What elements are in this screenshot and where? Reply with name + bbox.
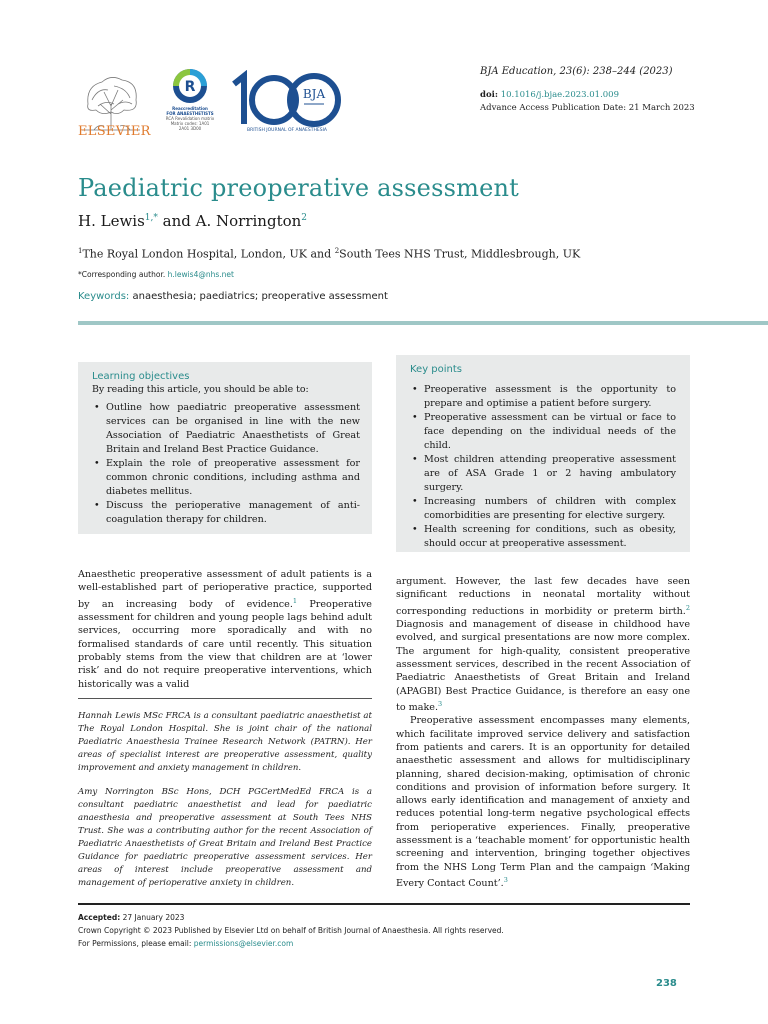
doi-line bbox=[480, 90, 619, 100]
reaccreditation-r-icon bbox=[172, 68, 208, 104]
body-text: Diagnosis and management of disease in childhood have evolved, and surgical presentations are now more complex. The argument for high-quality, consistent preoperative assessment services, described in the recent Association of Paediatric Anaesthetists of Great Britain and Ireland (APAGBI) Best Practice Guidance, is therefore an easy one to make. bbox=[396, 619, 690, 714]
key-point-item: • Preoperative assessment is the opportunity to prepare and optimise a patient before surgery. bbox=[410, 383, 676, 411]
body-text: Preoperative assessment for children and young people lags behind adult services, occurring more sporadically and with no formalised standards of care until recently. This situation probably stems from the view that children are at ‘lower risk’ and do not require preoperative interventions, which historically was a valid bbox=[78, 598, 372, 690]
learning-objectives-box bbox=[78, 362, 372, 534]
permissions-email-link[interactable]: permissions@elsevier.com bbox=[193, 939, 294, 948]
article-title: Paediatric preoperative assessment bbox=[78, 174, 519, 202]
bja-logo-subtitle: BRITISH JOURNAL OF ANAESTHESIA bbox=[247, 128, 327, 133]
body-paragraph bbox=[396, 714, 690, 890]
page-number: 238 bbox=[656, 978, 677, 989]
reaccreditation-line: 2A01 3D00 bbox=[178, 126, 202, 131]
body-text: Anaesthetic preoperative assessment of adult patients is a well-established part of perioperative practice, supported by an increasing body of evidence. bbox=[78, 569, 372, 610]
bio-divider bbox=[78, 698, 372, 699]
key-point-item: • Preoperative assessment can be virtual or face to face depending on the individual needs of the child. bbox=[410, 411, 676, 453]
learning-objectives-intro: By reading this article, you should be able to: bbox=[92, 384, 309, 395]
affiliation-text: South Tees NHS Trust, Middlesbrough, UK bbox=[339, 247, 581, 261]
keywords-list: anaesthesia; paediatrics; preoperative assessment bbox=[132, 291, 388, 302]
affiliations bbox=[78, 247, 580, 261]
corresponding-email-link[interactable]: h.lewis4@nhs.net bbox=[167, 270, 234, 279]
learning-objective-item: • Explain the role of preoperative assessment for common chronic conditions, including asthma and diabetes mellitus. bbox=[92, 457, 360, 499]
advance-access-date: Advance Access Publication Date: 21 March 2023 bbox=[480, 103, 695, 113]
bja-logo-text: BJA bbox=[302, 87, 326, 101]
author-line bbox=[78, 212, 307, 230]
reference-link[interactable]: 2 bbox=[685, 603, 690, 612]
body-text: Preoperative assessment encompasses many elements, which facilitate improved service delivery and satisfaction from patients and carers. It is an opportunity for detailed anaesthetic assessment and allows for multidisciplinary planning, shared decision-making, optimisation of chronic conditions and provision of information before surgery. It allows early identification and management of anxiety and reduces potential long-term negative psychological effects from perioperative experiences. Finally, preoperative assessment is a ‘teachable moment’ for opportunistic health screening and intervention, bringing together objectives from the NHS Long Term Plan and the campaign ‘Making Every Contact Count’. bbox=[396, 715, 690, 890]
body-right-column bbox=[396, 575, 690, 890]
header-divider bbox=[78, 321, 768, 325]
doi-link[interactable]: 10.1016/j.bjae.2023.01.009 bbox=[500, 90, 619, 100]
author-bio: Hannah Lewis MSc FRCA is a consultant paediatric anaesthetist at The Royal London Hospital. She is joint chair of the national Paediatric Anaesthesia Trainee Research Network (PATRN). Her areas of specialist interest are preoperative assessment, quality improvement and anxiety management in children. bbox=[78, 711, 372, 773]
footer-divider bbox=[78, 903, 690, 905]
author-name: H. Lewis bbox=[78, 212, 145, 230]
reference-link[interactable]: 3 bbox=[503, 875, 508, 884]
elsevier-wordmark: ELSEVIER bbox=[78, 124, 151, 139]
affiliation-marker: 2 bbox=[334, 247, 340, 255]
learning-objectives-title: Learning objectives bbox=[92, 371, 190, 382]
accepted-label: Accepted: bbox=[78, 913, 121, 922]
reaccreditation-line: FOR ANAESTHETISTS bbox=[166, 111, 214, 116]
copyright-line: Crown Copyright © 2023 Published by Elsevier Ltd on behalf of British Journal of Anaesthesia. All rights reserved. bbox=[78, 926, 504, 935]
reaccreditation-line: RCA Revalidation matrix bbox=[165, 116, 215, 121]
key-point-item: • Increasing numbers of children with complex comorbidities are presenting for elective surgery. bbox=[410, 495, 676, 523]
keywords bbox=[78, 291, 388, 302]
affiliation-text: The Royal London Hospital, London, UK and bbox=[82, 247, 335, 261]
body-paragraph bbox=[396, 575, 690, 714]
key-point-item: • Health screening for conditions, such as obesity, should occur at preoperative assessment. bbox=[410, 523, 676, 551]
bja-100-logo-icon bbox=[230, 70, 342, 128]
key-points-title: Key points bbox=[410, 364, 463, 375]
learning-objective-item: • Discuss the perioperative management of anti-coagulation therapy for children. bbox=[92, 499, 360, 527]
affiliation-marker: 1 bbox=[78, 247, 83, 255]
key-point-item: • Most children attending preoperative assessment are of ASA Grade 1 or 2 having ambulatory surgery. bbox=[410, 453, 676, 495]
corresponding-label: *Corresponding author. bbox=[78, 270, 166, 279]
keywords-label: Keywords: bbox=[78, 291, 130, 302]
corresponding-author bbox=[78, 270, 234, 279]
doi-label: doi: bbox=[480, 90, 498, 100]
reaccreditation-line: Reaccreditation bbox=[172, 106, 208, 111]
accepted-date: 27 January 2023 bbox=[122, 913, 185, 922]
learning-objective-item: • Outline how paediatric preoperative assessment services can be organised in line with the new Association of Paediatric Anaesthetists of Great Britain and Ireland Best Practice Guidance. bbox=[92, 401, 360, 457]
author-affiliation-marker[interactable]: 1,* bbox=[144, 213, 158, 223]
body-left-column bbox=[78, 568, 372, 691]
svg-text:R: R bbox=[184, 79, 196, 95]
author-name: A. Norrington bbox=[195, 212, 302, 230]
author-join: and bbox=[157, 212, 196, 230]
journal-reference: BJA Education, 23(6): 238–244 (2023) bbox=[480, 66, 673, 77]
permissions-line bbox=[78, 939, 293, 948]
reaccreditation-line: Matrix codes: 1A01 bbox=[170, 121, 210, 126]
reference-link[interactable]: 1 bbox=[292, 596, 298, 605]
key-points-box bbox=[396, 355, 690, 552]
reference-link[interactable]: 3 bbox=[438, 699, 443, 708]
author-bio: Amy Norrington BSc Hons, DCH PGCertMedEd FRCA is a consultant paediatric anaesthetist and lead for paediatric anaesthesia and preoperative assessment at South Tees NHS Trust. She was a contributing author for the recent Association of Paediatric Anaesthetists of Great Britain and Ireland Best Practice Guidance for paediatric preoperative assessment services. Her areas of interest include preoperative assessment and management of perioperative anxiety in children. bbox=[78, 787, 372, 888]
permissions-label: For Permissions, please email: bbox=[78, 939, 194, 948]
reaccreditation-caption bbox=[160, 106, 220, 131]
accepted-line bbox=[78, 913, 184, 922]
body-text: argument. However, the last few decades have seen significant reductions in neonatal mortality without corresponding reductions in morbidity or preterm birth. bbox=[396, 576, 690, 617]
author-affiliation-marker[interactable]: 2 bbox=[301, 213, 308, 223]
